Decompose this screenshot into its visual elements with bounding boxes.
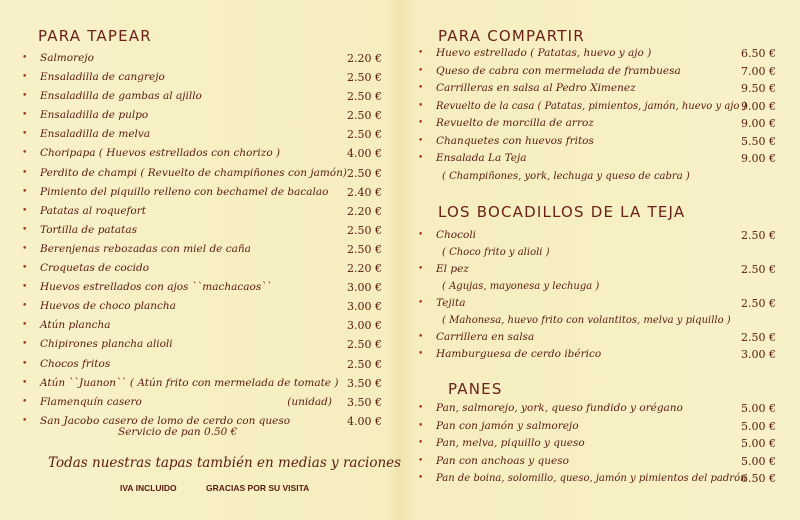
menu-item: • Pan con anchoas y queso 5.00 € — [418, 453, 788, 471]
bullet-icon: • — [22, 167, 28, 178]
menu-item: • Perdito de champi ( Revuelto de champiñones con jamón) 2.50 € — [22, 164, 394, 183]
bocadillos-list — [418, 227, 788, 363]
bread-service-note: Servicio de pan 0.50 € — [118, 426, 238, 438]
bullet-icon: • — [418, 153, 424, 163]
bullet-icon: • — [418, 349, 424, 359]
menu-item: • Croquetas de cocido 2.20 € — [22, 259, 394, 278]
item-description: ( Mahonesa, huevo frito con volantitos, melva y piquillo ) — [442, 315, 731, 326]
bullet-icon: • — [22, 301, 28, 312]
bullet-icon: • — [22, 282, 28, 293]
bullet-icon: • — [418, 65, 424, 76]
menu-item: • Ensaladilla de cangrejo 2.50 € — [22, 68, 394, 87]
bullet-icon: • — [22, 224, 28, 235]
bullet-icon: • — [22, 263, 28, 274]
menu-item: • Revuelto de la casa ( Patatas, pimientos, jamón, huevo y ajo ) 9.00 € — [418, 98, 788, 116]
bullet-icon: • — [22, 72, 28, 83]
bullet-icon: • — [418, 48, 424, 58]
bullet-icon: • — [418, 403, 424, 413]
bullet-icon: • — [418, 100, 424, 111]
menu-item: • Pan de boina, solomillo, queso, jamón y pimientos del padrón 6.50 € — [418, 470, 788, 488]
menu-item: • Queso de cabra con mermelada de frambuesa 7.00 € — [418, 63, 788, 81]
menu-item: • Huevos de choco plancha 3.00 € — [22, 297, 394, 316]
bullet-icon: • — [22, 186, 28, 197]
menu-item: • Hamburguesa de cerdo ibérico 3.00 € — [418, 348, 776, 361]
bullet-icon: • — [22, 339, 28, 350]
bullet-icon: • — [22, 415, 28, 426]
item-description: ( Choco frito y alioli ) — [442, 247, 550, 258]
bullet-icon: • — [22, 129, 28, 140]
panes-list — [418, 400, 788, 488]
menu-item: • Huevo estrellado ( Patatas, huevo y ajo ) 6.50 € — [418, 45, 788, 63]
bullet-icon: • — [22, 243, 28, 254]
bullet-icon: • — [418, 473, 424, 483]
item-description: ( Agujas, mayonesa y lechuga ) — [442, 281, 600, 292]
bullet-icon: • — [418, 298, 424, 308]
menu-item: • Ensaladilla de pulpo 2.50 € — [22, 106, 394, 125]
menu-item: • Pan con jamón y salmorejo 5.00 € — [418, 418, 788, 436]
menu-item: • Huevos estrellados con ajos ``machacaos`` 3.00 € — [22, 278, 394, 297]
bullet-icon: • — [22, 91, 28, 102]
bullet-icon: • — [418, 264, 424, 274]
menu-item: • Pimiento del piquillo relleno con bechamel de bacalao 2.40 € — [22, 183, 394, 202]
menu-item: • Atún plancha 3.00 € — [22, 316, 394, 335]
bullet-icon: • — [22, 205, 28, 216]
bullet-icon: • — [22, 148, 28, 159]
menu-item: • Chocoli 2.50 € — [418, 229, 776, 242]
menu-item: • Ensalada La Teja 9.00 € — [418, 150, 788, 168]
para-tapear-list — [22, 49, 394, 431]
menu-item: • Carrilleras en salsa al Pedro Ximenez 9.50 € — [418, 80, 788, 98]
bullet-icon: • — [418, 455, 424, 466]
menu-item: • El pez 2.50 € — [418, 263, 776, 276]
section-title-panes: PANES — [448, 380, 503, 398]
menu-item: • Choripapa ( Huevos estrellados con chorizo ) 4.00 € — [22, 144, 394, 163]
menu-item: • Flamenquín casero (unidad) 3.50 € — [22, 393, 394, 412]
menu-item: • Chipirones plancha alioli 2.50 € — [22, 335, 394, 354]
menu-item: • Berenjenas rebozadas con miel de caña 2.50 € — [22, 240, 394, 259]
bullet-icon: • — [418, 135, 424, 146]
bullet-icon: • — [418, 420, 424, 431]
section-title-bocadillos: LOS BOCADILLOS DE LA TEJA — [438, 203, 686, 221]
bullet-icon: • — [22, 320, 28, 331]
bullet-icon: • — [22, 396, 28, 407]
bullet-icon: • — [418, 83, 424, 93]
bullet-icon: • — [418, 230, 424, 240]
menu-item: • Pan, salmorejo, york, queso fundido y orégano 5.00 € — [418, 400, 788, 418]
section-title-para-compartir: PARA COMPARTIR — [438, 27, 585, 45]
menu-item: • Ensaladilla de gambas al ajillo 2.50 € — [22, 87, 394, 106]
menu-item: • Patatas al roquefort 2.20 € — [22, 202, 394, 221]
bullet-icon: • — [22, 110, 28, 121]
section-title-para-tapear: PARA TAPEAR — [38, 27, 152, 45]
bullet-icon: • — [22, 377, 28, 388]
iva-note: IVA INCLUIDO — [120, 483, 177, 493]
menu-item: • Revuelto de morcilla de arroz 9.00 € — [418, 115, 788, 133]
bullet-icon: • — [22, 53, 28, 63]
menu-item: • Atún ``Juanon`` ( Atún frito con mermelada de tomate ) 3.50 € — [22, 374, 394, 393]
bullet-icon: • — [418, 438, 424, 448]
menu-item: • Carrillera en salsa 2.50 € — [418, 331, 776, 344]
menu-item: • Tortilla de patatas 2.50 € — [22, 221, 394, 240]
bullet-icon: • — [22, 358, 28, 369]
menu-item: • San Jacobo casero de lomo de cerdo con queso 4.00 € — [22, 412, 394, 431]
unit-label: (unidad) — [287, 395, 332, 408]
item-description: ( Champiñones, york, lechuga y queso de cabra ) — [442, 170, 690, 182]
menu-item: • Chocos fritos 2.50 € — [22, 355, 394, 374]
para-compartir-list — [418, 45, 788, 186]
thanks-note: GRACIAS POR SU VISITA — [206, 483, 310, 493]
tapas-sizes-tagline: Todas nuestras tapas también en medias y raciones — [48, 455, 402, 471]
menu-item: • Tejita 2.50 € — [418, 297, 776, 310]
menu-item: • Pan, melva, piquillo y queso 5.00 € — [418, 435, 788, 453]
bullet-icon: • — [418, 332, 424, 342]
menu-item: • Salmorejo 2.20 € — [22, 49, 394, 68]
menu-item: • Chanquetes con huevos fritos 5.50 € — [418, 133, 788, 151]
bullet-icon: • — [418, 118, 424, 128]
menu-item: • Ensaladilla de melva 2.50 € — [22, 125, 394, 144]
